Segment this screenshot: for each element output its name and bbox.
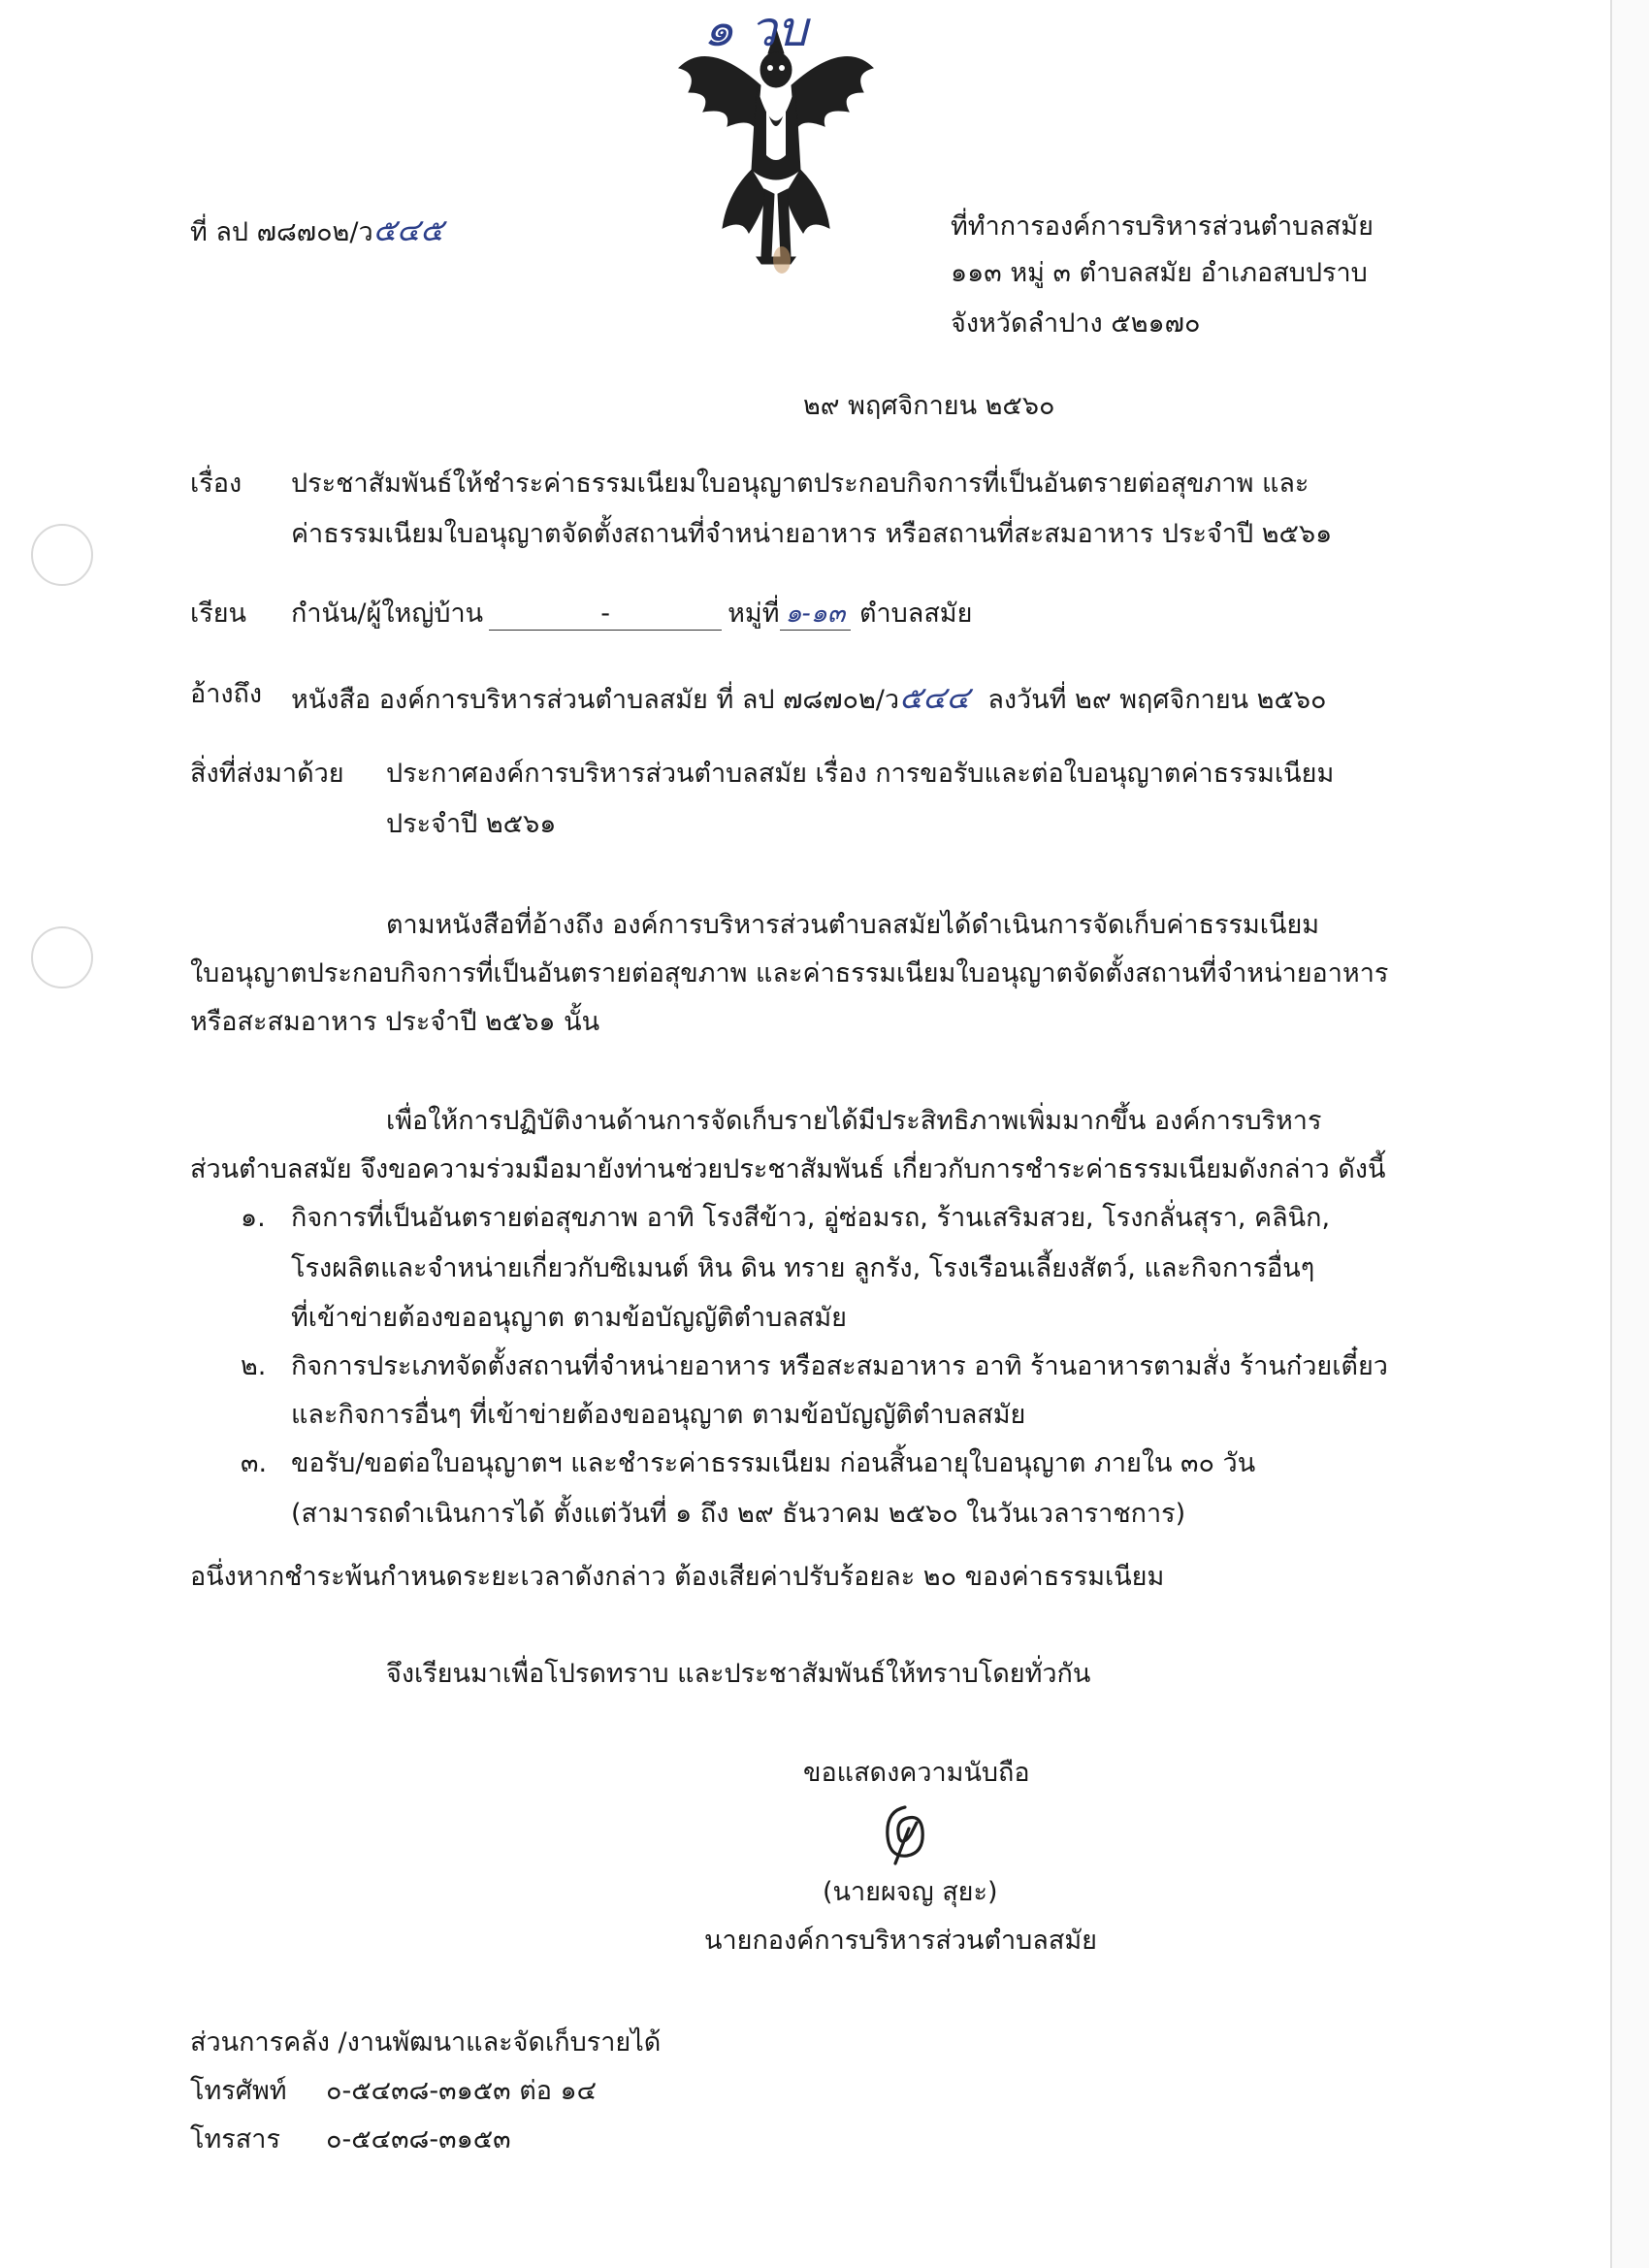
enclosure-line-2: ประจำปี ๒๕๖๑ <box>386 809 557 839</box>
para2-line-1: เพื่อให้การปฏิบัติงานด้านการจัดเก็บรายได้มีประสิทธิภาพเพิ่มมากขึ้น องค์การบริหาร <box>386 1106 1322 1136</box>
to-suffix: ตำบลสมัย <box>858 599 973 629</box>
reference-handwritten-number: ๕๔๔ <box>899 679 970 716</box>
subject-line-1: ประชาสัมพันธ์ให้ชำระค่าธรรมเนียมใบอนุญาตประกอบกิจการที่เป็นอันตรายต่อสุขภาพ และ <box>291 469 1310 499</box>
phone-value: ๐-๕๔๓๘-๓๑๕๓ ต่อ ๑๔ <box>326 2076 598 2106</box>
signer-name: (นายผจญ สุยะ) <box>823 1877 998 1907</box>
ref-prefix: ที่ ลป ๗๘๗๐๒/ว <box>190 217 373 247</box>
stamp-number: ๑ วบ <box>703 1 808 57</box>
subject-line-2: ค่าธรรมเนียมใบอนุญาตจัดตั้งสถานที่จำหน่ายอาหาร หรือสถานที่สะสมอาหาร ประจำปี ๒๕๖๑ <box>291 519 1333 549</box>
item-line: โรงผลิตและจำหน่ายเกี่ยวกับซิเมนต์ หิน ดิน ทราย ลูกรัง, โรงเรือนเลี้ยงสัตว์, และกิจการอื่นๆ <box>291 1253 1315 1283</box>
to-line <box>291 599 972 631</box>
fax-label: โทรสาร <box>190 2124 280 2155</box>
to-blank: - <box>489 599 722 631</box>
para1-line-1: ตามหนังสือที่อ้างถึง องค์การบริหารส่วนตำบลสมัยได้ดำเนินการจัดเก็บค่าธรรมเนียม <box>386 910 1320 940</box>
contact-department: ส่วนการคลัง /งานพัฒนาและจัดเก็บรายได้ <box>190 2027 662 2057</box>
punch-hole <box>31 524 93 586</box>
to-moo-value: ๑-๑๓ <box>780 599 852 631</box>
item-line: ที่เข้าข่ายต้องขออนุญาต ตามข้อบัญญัติตำบลสมัย <box>291 1303 847 1333</box>
to-prefix: กำนัน/ผู้ใหญ่บ้าน <box>291 599 484 629</box>
para2-line-2: ส่วนตำบลสมัย จึงขอความร่วมมือมายังท่านช่วยประชาสัมพันธ์ เกี่ยวกับการชำระค่าธรรมเนียมดังกล่าว ดังนี้ <box>190 1154 1386 1184</box>
item-line: กิจการที่เป็นอันตรายต่อสุขภาพ อาทิ โรงสีข้าว, อู่ซ่อมรถ, ร้านเสริมสวย, โรงกลั่นสุรา, คลินิก, <box>291 1203 1331 1233</box>
to-label: เรียน <box>190 599 247 629</box>
ref-number <box>190 211 443 248</box>
item-line: กิจการประเภทจัดตั้งสถานที่จำหน่ายอาหาร หรือสะสมอาหาร อาทิ ร้านอาหารตามสั่ง ร้านก๋วยเตี๋ยว <box>291 1351 1388 1381</box>
closing-sentence: จึงเรียนมาเพื่อโปรดทราบ และประชาสัมพันธ์ให้ทราบโดยทั่วกัน <box>386 1659 1091 1689</box>
letter-date: ๒๙ พฤศจิกายน ๒๕๖๐ <box>803 391 1055 421</box>
item-line: ขอรับ/ขอต่อใบอนุญาตฯ และชำระค่าธรรมเนียม ก่อนสิ้นอายุใบอนุญาต ภายใน ๓๐ วัน <box>291 1448 1256 1478</box>
adjacent-page-edge <box>1610 0 1649 2268</box>
ref-handwritten-number: ๕๔๕ <box>372 211 444 248</box>
item-number: ๑. <box>241 1203 266 1233</box>
item-number: ๒. <box>241 1351 267 1381</box>
reference-label: อ้างถึง <box>190 679 263 709</box>
para1-line-2: ใบอนุญาตประกอบกิจการที่เป็นอันตรายต่อสุขภาพ และค่าธรรมเนียมใบอนุญาตจัดตั้งสถานที่จำหน่ายอาหาร <box>190 958 1389 988</box>
fax-value: ๐-๕๔๓๘-๓๑๕๓ <box>326 2124 511 2155</box>
reference-suffix: ลงวันที่ ๒๙ พฤศจิกายน ๒๕๖๐ <box>987 685 1327 715</box>
regards: ขอแสดงความนับถือ <box>803 1758 1030 1788</box>
to-moo-label: หมู่ที่ <box>728 599 780 629</box>
punch-hole <box>31 926 93 988</box>
reference-prefix: หนังสือ องค์การบริหารส่วนตำบลสมัย ที่ ลป ๗๘๗๐๒/ว <box>291 685 900 715</box>
sender-line-3: จังหวัดลำปาง ๕๒๑๗๐ <box>951 308 1201 339</box>
phone-label: โทรศัพท์ <box>190 2076 287 2106</box>
item-number: ๓. <box>241 1448 268 1478</box>
signer-title: นายกองค์การบริหารส่วนตำบลสมัย <box>704 1926 1097 1956</box>
handwritten-signature <box>876 1799 934 1867</box>
sender-line-2: ๑๑๓ หมู่ ๓ ตำบลสมัย อำเภอสบปราบ <box>951 258 1368 288</box>
sender-line-1: ที่ทำการองค์การบริหารส่วนตำบลสมัย <box>951 211 1374 242</box>
penalty-note: อนึ่งหากชำระพ้นกำหนดระยะเวลาดังกล่าว ต้องเสียค่าปรับร้อยละ ๒๐ ของค่าธรรมเนียม <box>190 1562 1165 1592</box>
item-line: (สามารถดำเนินการได้ ตั้งแต่วันที่ ๑ ถึง ๒๙ ธันวาคม ๒๕๖๐ ในวันเวลาราชการ) <box>291 1499 1186 1529</box>
enclosure-label: สิ่งที่ส่งมาด้วย <box>190 759 344 789</box>
item-line: และกิจการอื่นๆ ที่เข้าข่ายต้องขออนุญาต ตามข้อบัญญัติตำบลสมัย <box>291 1400 1026 1430</box>
reference-line <box>291 679 1327 716</box>
subject-label: เรื่อง <box>190 469 242 499</box>
enclosure-line-1: ประกาศองค์การบริหารส่วนตำบลสมัย เรื่อง การขอรับและต่อใบอนุญาตค่าธรรมเนียม <box>386 759 1335 789</box>
para1-line-3: หรือสะสมอาหาร ประจำปี ๒๕๖๑ นั้น <box>190 1007 600 1037</box>
